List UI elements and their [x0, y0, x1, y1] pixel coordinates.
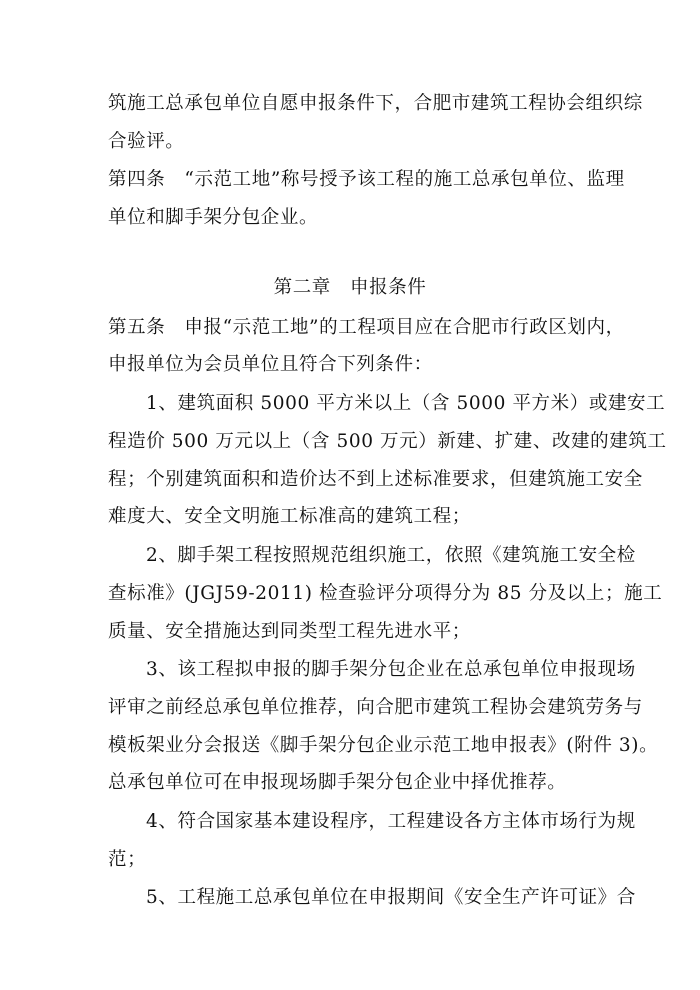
chapter-heading: 第二章 申报条件 — [273, 277, 427, 298]
article-5-line: 第五条 申报“示范工地”的工程项目应在合肥市行政区划内， — [108, 317, 625, 338]
text-line: 评审之前经总承包单位推荐，向合肥市建筑工程协会建筑劳务与 — [108, 697, 643, 718]
list-item-5: 5、工程施工总承包单位在申报期间《安全生产许可证》合 — [146, 887, 636, 908]
article-4-line: 第四条 “示范工地”称号授予该工程的施工总承包单位、监理 — [108, 169, 625, 190]
text-line: 程造价 500 万元以上（含 500 万元）新建、扩建、改建的建筑工 — [108, 431, 667, 452]
text-line: 合验评。 — [108, 131, 185, 152]
text-line: 总承包单位可在申报现场脚手架分包企业中择优推荐。 — [108, 772, 567, 793]
text-line: 申报单位为会员单位且符合下列条件： — [108, 354, 433, 375]
text-line: 质量、安全措施达到同类型工程先进水平； — [108, 621, 471, 642]
text-line: 范； — [108, 849, 147, 870]
text-line: 单位和脚手架分包企业。 — [108, 207, 319, 228]
text-line: 筑施工总承包单位自愿申报条件下，合肥市建筑工程协会组织综 — [108, 93, 643, 114]
text-line: 难度大、安全文明施工标准高的建筑工程； — [108, 506, 471, 527]
list-item-1: 1、建筑面积 5000 平方米以上（含 5000 平方米）或建安工 — [146, 393, 666, 414]
list-item-3: 3、该工程拟申报的脚手架分包企业在总承包单位申报现场 — [146, 659, 636, 680]
text-line: 程；个别建筑面积和造价达不到上述标准要求，但建筑施工安全 — [108, 469, 643, 490]
list-item-4: 4、符合国家基本建设程序，工程建设各方主体市场行为规 — [146, 811, 636, 832]
text-line: 查标准》(JGJ59-2011) 检查验评分项得分为 85 分及以上；施工 — [108, 583, 663, 604]
text-line: 模板架业分会报送《脚手架分包企业示范工地申报表》(附件 3)。 — [108, 735, 659, 756]
list-item-2: 2、脚手架工程按照规范组织施工，依照《建筑施工安全检 — [146, 545, 636, 566]
